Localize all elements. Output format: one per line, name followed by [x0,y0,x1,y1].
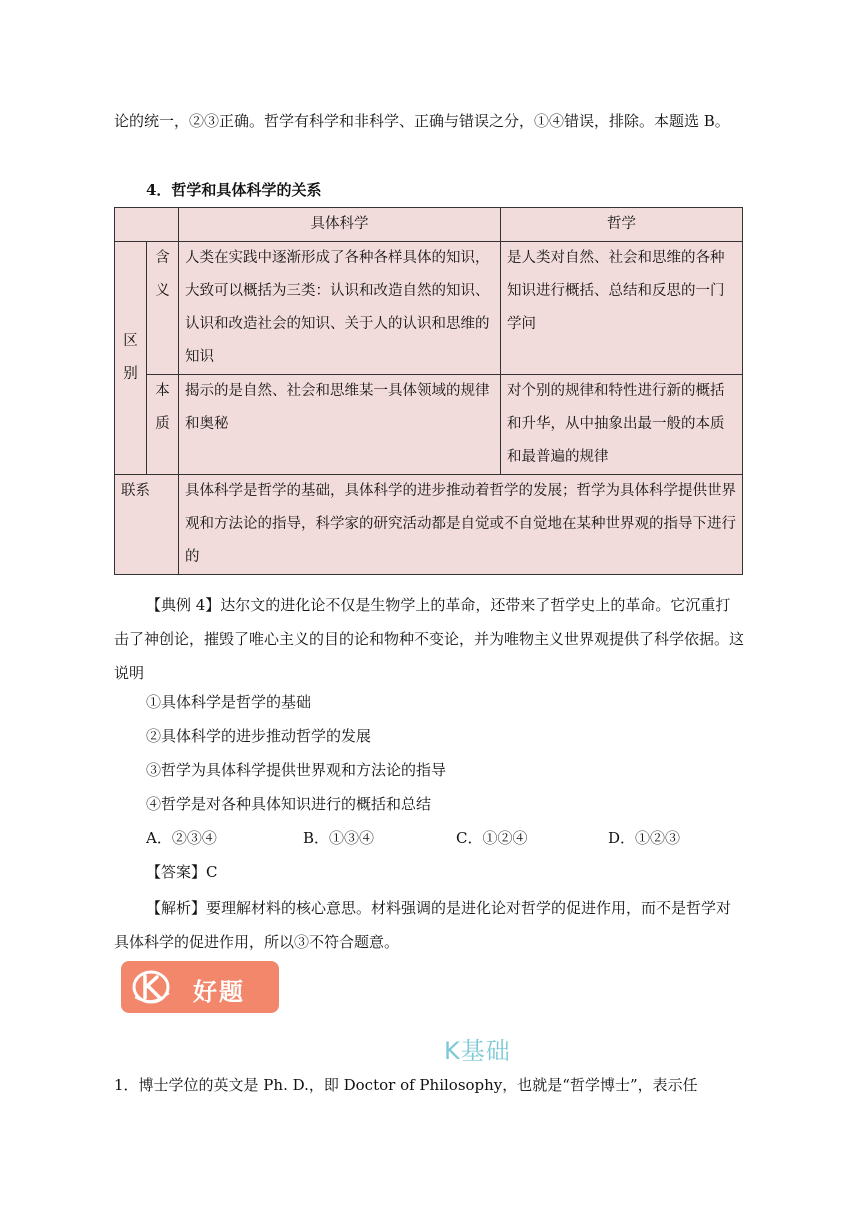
good-questions-banner [121,961,279,1013]
option-b: B．①③④ [303,829,375,847]
row-group-difference: 区 别 [115,242,147,475]
example-item-4: ④哲学是对各种具体知识进行的概括和总结 [146,795,432,813]
row-label-essence: 本 质 [147,375,179,475]
example-stem: 【典例 4】达尔文的进化论不仅是生物学上的革命，还带来了哲学史上的革命。它沉重打击了神创论，摧毁了唯心主义的目的论和物种不变论，并为唯物主义世界观提供了科学依据。这说明 [114,596,745,682]
essence-philosophy: 对个别的规律和特性进行新的概括和升华，从中抽象出最一般的本质和最普遍的规律 [501,375,743,475]
link-text: 具体科学是哲学的基础，具体科学的进步推动着哲学的发展；哲学为具体科学提供世界观和方法论的指导，科学家的研究活动都是自觉或不自觉地在某种世界观的指导下进行的 [179,475,743,575]
row-label-meaning: 含 义 [147,242,179,375]
question-1: 1．博士学位的英文是 Ph. D.，即 Doctor of Philosophy，也就是“哲学博士”，表示任 [114,1076,698,1094]
row-label-link: 联系 [115,475,179,575]
banner-title: 好题 [193,978,245,1006]
header-science: 具体科学 [179,208,501,242]
answer: 【答案】C [146,863,218,881]
analysis: 【解析】要理解材料的核心意思。材料强调的是进化论对哲学的促进作用，而不是哲学对具体科学的促进作用，所以③不符合题意。 [114,899,732,951]
option-a: A．②③④ [146,829,217,847]
table-corner-cell [115,208,179,242]
previous-answer-tail: 论的统一，②③正确。哲学有科学和非科学、正确与错误之分，①④错误，排除。本题选 B。 [114,112,730,130]
header-philosophy: 哲学 [501,208,743,242]
example-item-3: ③哲学为具体科学提供世界观和方法论的指导 [146,761,447,779]
section-heading: 4．哲学和具体科学的关系 [146,181,322,199]
option-c: C．①②④ [456,829,528,847]
meaning-philosophy: 是人类对自然、社会和思维的各种知识进行概括、总结和反思的一门学问 [501,242,743,375]
k-logo-icon [131,967,171,1007]
option-d: D．①②③ [608,829,681,847]
example-item-2: ②具体科学的进步推动哲学的发展 [146,727,372,745]
basic-label: K基础 [444,1037,511,1065]
comparison-table [114,207,743,575]
essence-science: 揭示的是自然、社会和思维某一具体领域的规律和奥秘 [179,375,501,475]
meaning-science: 人类在实践中逐渐形成了各种各样具体的知识，大致可以概括为三类：认识和改造自然的知识、认识和改造社会的知识、关于人的认识和思维的知识 [179,242,501,375]
example-item-1: ①具体科学是哲学的基础 [146,693,312,711]
